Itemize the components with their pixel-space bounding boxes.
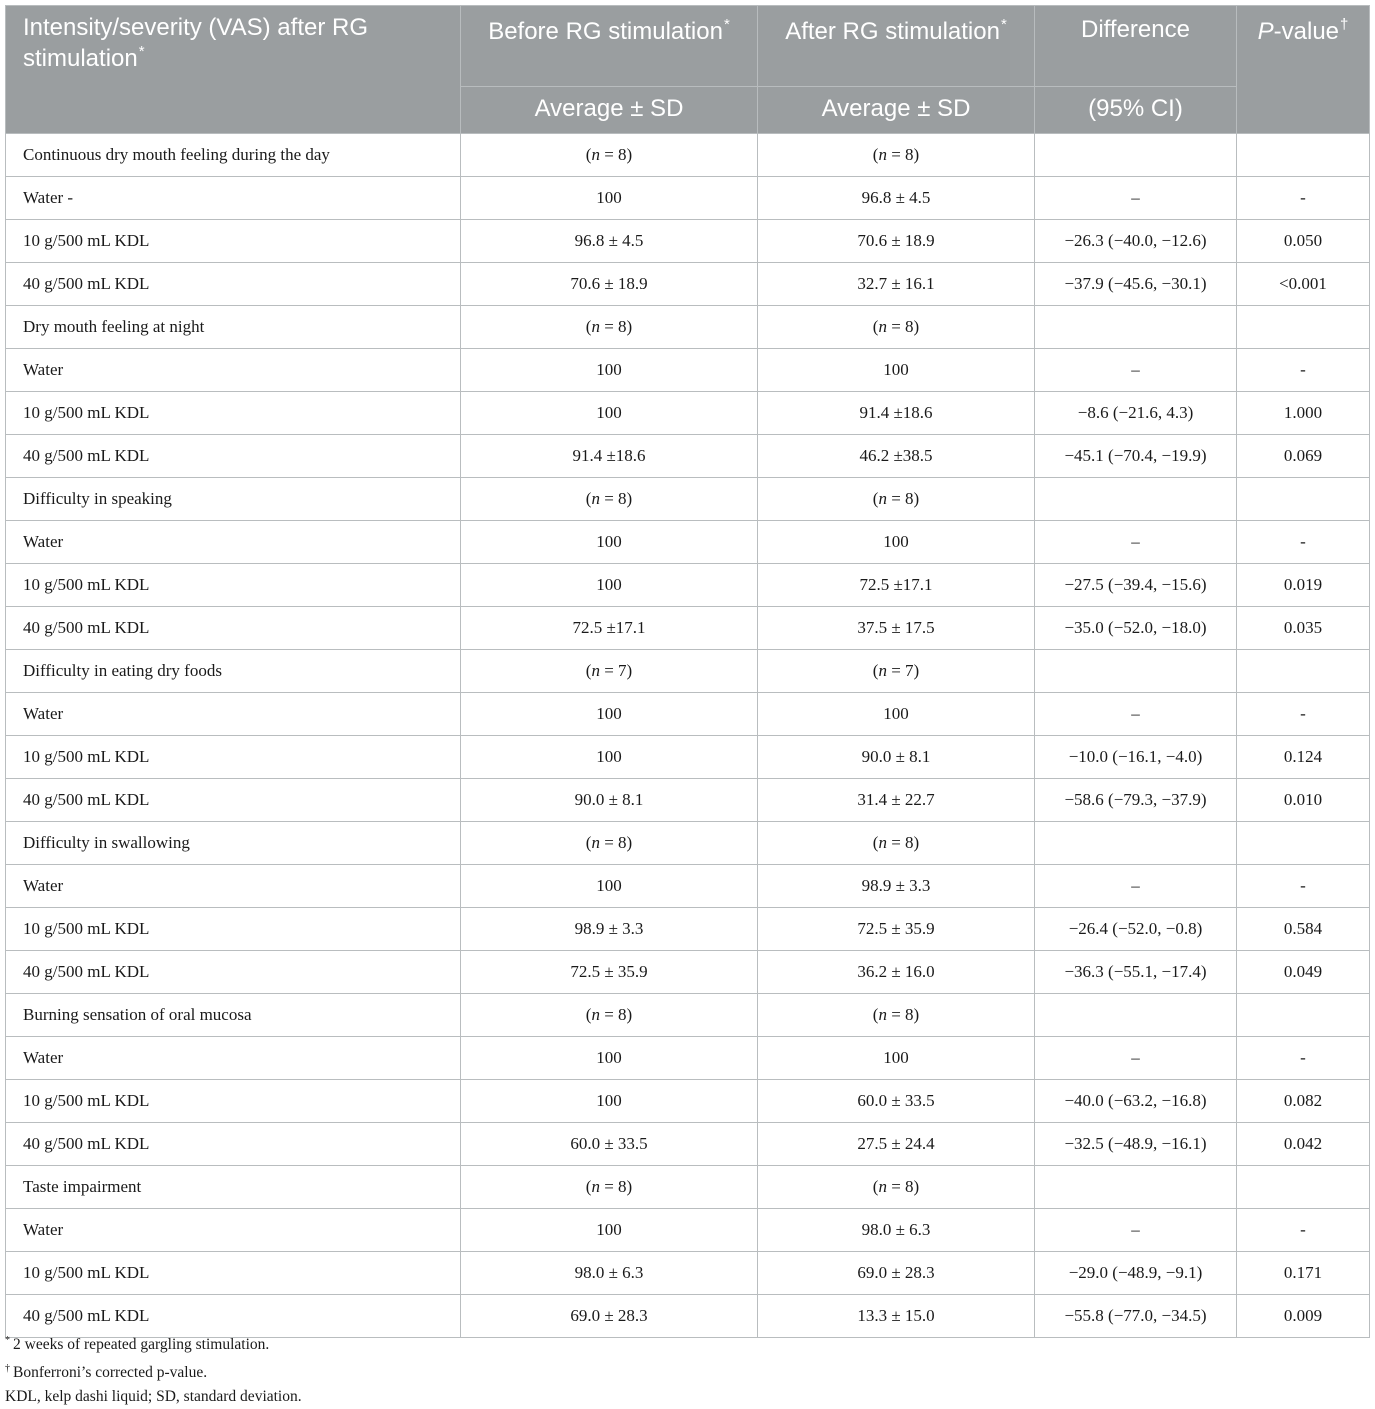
after-value: 27.5 ± 24.4 — [758, 1123, 1035, 1166]
before-value: 100 — [461, 392, 758, 435]
before-value: 100 — [461, 177, 758, 220]
before-value: 60.0 ± 33.5 — [461, 1123, 758, 1166]
table-row — [6, 1080, 1370, 1123]
row-label: 40 g/500 mL KDL — [6, 951, 461, 994]
p-value: 0.050 — [1237, 220, 1370, 263]
table-row — [6, 521, 1370, 564]
difference-value: −40.0 (−63.2, −16.8) — [1035, 1080, 1237, 1123]
table-row — [6, 693, 1370, 736]
before-value: (n = 8) — [461, 306, 758, 349]
p-value — [1237, 306, 1370, 349]
header-before-rg-stimulation: Before RG stimulation* — [461, 6, 758, 87]
difference-value — [1035, 994, 1237, 1037]
difference-value: −8.6 (−21.6, 4.3) — [1035, 392, 1237, 435]
row-label: 10 g/500 mL KDL — [6, 1252, 461, 1295]
p-value: 0.082 — [1237, 1080, 1370, 1123]
row-label: 40 g/500 mL KDL — [6, 1123, 461, 1166]
after-value: 100 — [758, 693, 1035, 736]
row-label: Difficulty in eating dry foods — [6, 650, 461, 693]
table-row — [6, 1037, 1370, 1080]
difference-value: – — [1035, 521, 1237, 564]
before-value: 70.6 ± 18.9 — [461, 263, 758, 306]
after-value: (n = 8) — [758, 1166, 1035, 1209]
after-value: 37.5 ± 17.5 — [758, 607, 1035, 650]
difference-value — [1035, 134, 1237, 177]
header-difference: Difference — [1035, 6, 1237, 87]
after-value: 96.8 ± 4.5 — [758, 177, 1035, 220]
table-row — [6, 779, 1370, 822]
before-value: 100 — [461, 736, 758, 779]
after-value: (n = 8) — [758, 994, 1035, 1037]
before-value: 100 — [461, 1080, 758, 1123]
after-value: 90.0 ± 8.1 — [758, 736, 1035, 779]
after-value: 13.3 ± 15.0 — [758, 1295, 1035, 1338]
footnote-2: † Bonferroni’s corrected p-value. — [5, 1363, 208, 1381]
table-row — [6, 736, 1370, 779]
table-row — [6, 564, 1370, 607]
row-label: 40 g/500 mL KDL — [6, 263, 461, 306]
before-value: 100 — [461, 521, 758, 564]
before-value: (n = 8) — [461, 134, 758, 177]
table-row — [6, 1123, 1370, 1166]
after-value: (n = 7) — [758, 650, 1035, 693]
table-row — [6, 478, 1370, 521]
row-label: Water — [6, 1037, 461, 1080]
row-label: Water — [6, 1209, 461, 1252]
table-row — [6, 220, 1370, 263]
difference-value: −36.3 (−55.1, −17.4) — [1035, 951, 1237, 994]
p-value: 0.010 — [1237, 779, 1370, 822]
table-row — [6, 177, 1370, 220]
table-row — [6, 306, 1370, 349]
table-row — [6, 994, 1370, 1037]
table-row — [6, 1209, 1370, 1252]
row-label: 40 g/500 mL KDL — [6, 435, 461, 478]
table-row — [6, 951, 1370, 994]
after-value: 60.0 ± 33.5 — [758, 1080, 1035, 1123]
row-label: Water — [6, 521, 461, 564]
p-value: 0.049 — [1237, 951, 1370, 994]
p-value — [1237, 822, 1370, 865]
row-label: Taste impairment — [6, 1166, 461, 1209]
after-value: 36.2 ± 16.0 — [758, 951, 1035, 994]
difference-value: – — [1035, 693, 1237, 736]
before-value: 96.8 ± 4.5 — [461, 220, 758, 263]
difference-value: −26.4 (−52.0, −0.8) — [1035, 908, 1237, 951]
header-intensity-severity: Intensity/severity (VAS) after RG stimulation* — [6, 6, 461, 134]
before-value: 100 — [461, 693, 758, 736]
before-value: 72.5 ± 35.9 — [461, 951, 758, 994]
after-value: (n = 8) — [758, 822, 1035, 865]
after-value: 100 — [758, 1037, 1035, 1080]
p-value: 0.171 — [1237, 1252, 1370, 1295]
before-value: 69.0 ± 28.3 — [461, 1295, 758, 1338]
table-row — [6, 134, 1370, 177]
row-label: 10 g/500 mL KDL — [6, 220, 461, 263]
after-value: (n = 8) — [758, 134, 1035, 177]
after-value: 69.0 ± 28.3 — [758, 1252, 1035, 1295]
difference-value: −55.8 (−77.0, −34.5) — [1035, 1295, 1237, 1338]
p-value: 0.069 — [1237, 435, 1370, 478]
difference-value: −29.0 (−48.9, −9.1) — [1035, 1252, 1237, 1295]
before-value: (n = 8) — [461, 994, 758, 1037]
header-after-average-sd: Average ± SD — [758, 87, 1035, 134]
table-row — [6, 392, 1370, 435]
difference-value: – — [1035, 1037, 1237, 1080]
after-value: 46.2 ±38.5 — [758, 435, 1035, 478]
p-value: - — [1237, 1037, 1370, 1080]
header-after-rg-stimulation: After RG stimulation* — [758, 6, 1035, 87]
p-value: - — [1237, 865, 1370, 908]
row-label: Continuous dry mouth feeling during the day — [6, 134, 461, 177]
difference-value: – — [1035, 177, 1237, 220]
p-value: 0.019 — [1237, 564, 1370, 607]
difference-value — [1035, 822, 1237, 865]
table-row — [6, 1252, 1370, 1295]
row-label: 40 g/500 mL KDL — [6, 1295, 461, 1338]
row-label: 40 g/500 mL KDL — [6, 779, 461, 822]
before-value: (n = 7) — [461, 650, 758, 693]
header-difference-ci: (95% CI) — [1035, 87, 1237, 134]
before-value: (n = 8) — [461, 822, 758, 865]
difference-value: – — [1035, 865, 1237, 908]
table-footnotes — [5, 1329, 302, 1409]
difference-value — [1035, 306, 1237, 349]
table-header — [6, 6, 1370, 134]
before-value: 72.5 ±17.1 — [461, 607, 758, 650]
difference-value: −45.1 (−70.4, −19.9) — [1035, 435, 1237, 478]
row-label: 10 g/500 mL KDL — [6, 564, 461, 607]
row-label: 10 g/500 mL KDL — [6, 1080, 461, 1123]
footnote-1: * 2 weeks of repeated gargling stimulation. — [5, 1335, 270, 1353]
after-value: (n = 8) — [758, 478, 1035, 521]
row-label: Difficulty in swallowing — [6, 822, 461, 865]
row-label: Water — [6, 865, 461, 908]
after-value: 100 — [758, 349, 1035, 392]
before-value: 100 — [461, 865, 758, 908]
before-value: 100 — [461, 1209, 758, 1252]
table-row — [6, 865, 1370, 908]
row-label: Water — [6, 349, 461, 392]
before-value: (n = 8) — [461, 1166, 758, 1209]
row-label: 10 g/500 mL KDL — [6, 392, 461, 435]
p-value: - — [1237, 1209, 1370, 1252]
difference-value: −35.0 (−52.0, −18.0) — [1035, 607, 1237, 650]
after-value: 98.9 ± 3.3 — [758, 865, 1035, 908]
difference-value: −26.3 (−40.0, −12.6) — [1035, 220, 1237, 263]
row-label: 10 g/500 mL KDL — [6, 908, 461, 951]
before-value: 90.0 ± 8.1 — [461, 779, 758, 822]
before-value: 100 — [461, 564, 758, 607]
row-label: 40 g/500 mL KDL — [6, 607, 461, 650]
before-value: 98.0 ± 6.3 — [461, 1252, 758, 1295]
p-value: - — [1237, 693, 1370, 736]
row-label: 10 g/500 mL KDL — [6, 736, 461, 779]
after-value: 91.4 ±18.6 — [758, 392, 1035, 435]
after-value: (n = 8) — [758, 306, 1035, 349]
p-value: 0.035 — [1237, 607, 1370, 650]
footnote-3: KDL, kelp dashi liquid; SD, standard deviation. — [5, 1388, 302, 1405]
table-row — [6, 263, 1370, 306]
after-value: 72.5 ± 35.9 — [758, 908, 1035, 951]
after-value: 32.7 ± 16.1 — [758, 263, 1035, 306]
difference-value: – — [1035, 1209, 1237, 1252]
row-label: Dry mouth feeling at night — [6, 306, 461, 349]
difference-value: −58.6 (−79.3, −37.9) — [1035, 779, 1237, 822]
before-value: 91.4 ±18.6 — [461, 435, 758, 478]
p-value: - — [1237, 177, 1370, 220]
difference-value: – — [1035, 349, 1237, 392]
difference-value: −37.9 (−45.6, −30.1) — [1035, 263, 1237, 306]
table-row — [6, 607, 1370, 650]
p-value: - — [1237, 521, 1370, 564]
p-value: 0.042 — [1237, 1123, 1370, 1166]
table-row — [6, 650, 1370, 693]
before-value: 100 — [461, 349, 758, 392]
p-value: 0.124 — [1237, 736, 1370, 779]
p-value: 0.009 — [1237, 1295, 1370, 1338]
row-label: Water — [6, 693, 461, 736]
results-table — [5, 5, 1370, 1338]
p-value: 1.000 — [1237, 392, 1370, 435]
difference-value — [1035, 1166, 1237, 1209]
before-value: (n = 8) — [461, 478, 758, 521]
before-value: 98.9 ± 3.3 — [461, 908, 758, 951]
difference-value — [1035, 478, 1237, 521]
row-label: Difficulty in speaking — [6, 478, 461, 521]
after-value: 31.4 ± 22.7 — [758, 779, 1035, 822]
table-row — [6, 349, 1370, 392]
row-label: Burning sensation of oral mucosa — [6, 994, 461, 1037]
difference-value: −32.5 (−48.9, −16.1) — [1035, 1123, 1237, 1166]
after-value: 72.5 ±17.1 — [758, 564, 1035, 607]
p-value — [1237, 994, 1370, 1037]
after-value: 70.6 ± 18.9 — [758, 220, 1035, 263]
header-p-value: P-value† — [1237, 6, 1370, 134]
table-row — [6, 435, 1370, 478]
difference-value: −10.0 (−16.1, −4.0) — [1035, 736, 1237, 779]
table-row — [6, 822, 1370, 865]
table-row — [6, 908, 1370, 951]
header-row — [6, 6, 1370, 87]
p-value: 0.584 — [1237, 908, 1370, 951]
header-before-average-sd: Average ± SD — [461, 87, 758, 134]
row-label: Water - — [6, 177, 461, 220]
difference-value — [1035, 650, 1237, 693]
table-body — [6, 134, 1370, 1338]
p-value: <0.001 — [1237, 263, 1370, 306]
before-value: 100 — [461, 1037, 758, 1080]
after-value: 100 — [758, 521, 1035, 564]
p-value — [1237, 650, 1370, 693]
difference-value: −27.5 (−39.4, −15.6) — [1035, 564, 1237, 607]
table-row — [6, 1166, 1370, 1209]
p-value: - — [1237, 349, 1370, 392]
p-value — [1237, 134, 1370, 177]
p-value — [1237, 1166, 1370, 1209]
p-value — [1237, 478, 1370, 521]
after-value: 98.0 ± 6.3 — [758, 1209, 1035, 1252]
